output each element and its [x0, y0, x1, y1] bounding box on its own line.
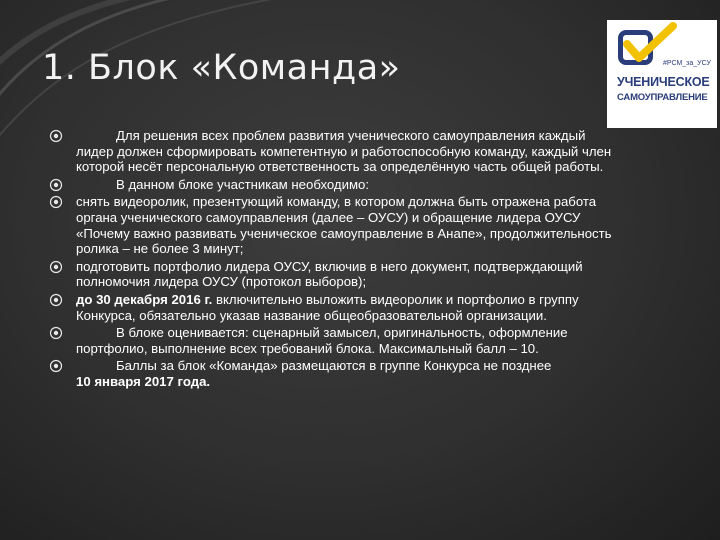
list-item-text	[76, 177, 626, 193]
bullet-list	[46, 128, 626, 392]
logo-hashtag: #РСМ_за_УСУ	[663, 60, 711, 67]
target-bullet-icon	[49, 359, 63, 373]
list-item	[46, 177, 626, 193]
list-item-text: подготовить портфолио лидера ОУСУ, включив в него документ, подтверждающий полномочия лидера ОУСУ (протокол выборов);	[76, 258, 583, 290]
list-item-text	[76, 292, 626, 323]
target-bullet-icon	[49, 260, 63, 274]
logo-text-line2: САМОУПРАВЛЕНИЕ	[617, 92, 708, 103]
deadline-date: до 30 декабря 2016 г.	[76, 291, 213, 307]
list-item-text	[76, 358, 626, 389]
target-bullet-icon	[49, 195, 63, 209]
item-text-4: включительно выложить видеоролик и портфолио в группу Конкурса, обязательно указав название общеобразовательной организации.	[76, 291, 579, 323]
target-bullet-icon	[49, 178, 63, 192]
list-item-text: снять видеоролик, презентующий команду, в котором должна быть отражена работа органа ученического самоуправления (далее – ОУСУ) и обращение лидера ОУСУ «Почему важно развивать ученическое самоуправление в Анапе», продолжительность ролика – не более 3 минут;	[76, 194, 612, 257]
list-item	[46, 325, 626, 356]
slide-title: 1. Блок «Команда»	[42, 48, 401, 88]
results-date: 10 января 2017 года.	[76, 373, 211, 389]
list-item	[46, 358, 626, 389]
item-text-0: Для решения всех проблем развития ученического самоуправления каждый лидер должен сформировать компетентную и работоспособную команду, каждый член которой несёт персональную ответственность за определённую часть общей работы.	[76, 128, 612, 175]
list-item	[46, 259, 626, 290]
list-item	[46, 292, 626, 323]
item-text-1: В данном блоке участникам необходимо:	[116, 176, 370, 192]
list-item-text	[76, 128, 626, 175]
target-bullet-icon	[49, 129, 63, 143]
item-text-5: В блоке оценивается: сценарный замысел, оригинальность, оформление портфолио, выполнение всех требований блока. Максимальный балл – 10.	[76, 325, 568, 356]
list-item-text	[76, 325, 626, 356]
list-item	[46, 128, 626, 175]
item-text-6: Баллы за блок «Команда» размещаются в группе Конкурса не позднее	[116, 358, 552, 374]
target-bullet-icon	[49, 326, 63, 340]
logo-text-line1: УЧЕНИЧЕСКОЕ	[617, 75, 710, 89]
logo	[607, 20, 717, 128]
list-item	[46, 194, 626, 256]
target-bullet-icon	[49, 293, 63, 307]
